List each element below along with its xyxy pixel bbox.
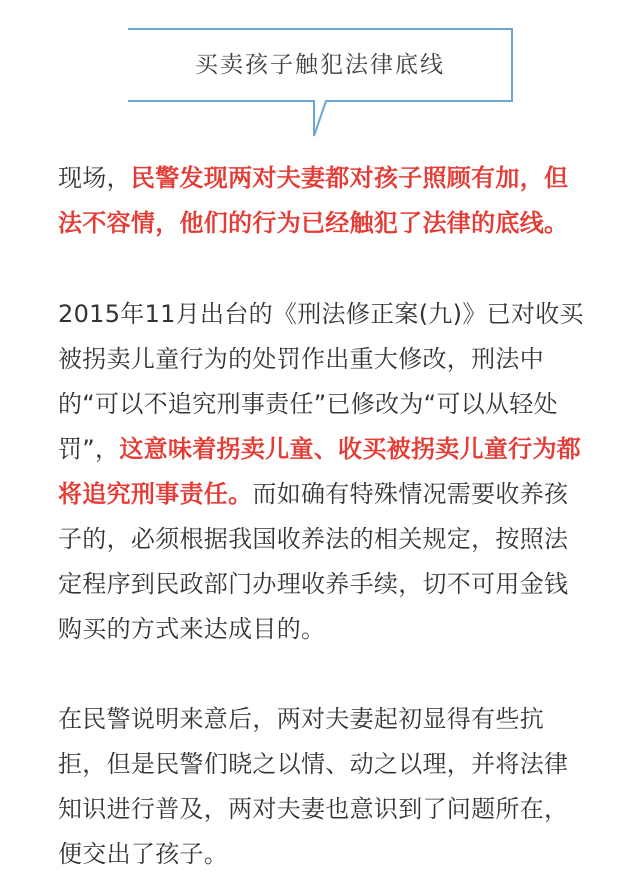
paragraph-1-emphasis: 民警发现两对夫妻都对孩子照顾有加，但法不容情，他们的行为已经触犯了法律的底线。	[58, 164, 569, 237]
paragraph-2-text-b: 而如确有特殊情况需要收养孩子的，必须根据我国收养法的相关规定，按照法定程序到民政部门办理收养手续，切不可用金钱购买的方式来达成目的。	[58, 480, 569, 643]
paragraph-3	[58, 697, 590, 877]
paragraph-2	[58, 292, 590, 652]
paragraph-2-text-a: 2015年11月出台的《刑法修正案(九)》已对收买被拐卖儿童行为的处罚作出重大修改，刑法中的“可以不追究刑事责任”已修改为“可以从轻处罚”，	[58, 300, 584, 463]
paragraph-3-text: 在民警说明来意后，两对夫妻起初显得有些抗拒，但是民警们晓之以情、动之以理，并将法律知识进行普及，两对夫妻也意识到了问题所在，便交出了孩子。	[58, 705, 569, 868]
paragraph-1	[58, 156, 590, 246]
section-heading-box	[127, 28, 513, 102]
paragraph-2-emphasis: 这意味着拐卖儿童、收买被拐卖儿童行为都将追究刑事责任。	[58, 435, 582, 508]
section-heading-title: 买卖孩子触犯法律底线	[195, 52, 445, 78]
speech-bubble-frame	[127, 28, 513, 138]
paragraph-1-text: 现场，	[58, 164, 131, 192]
